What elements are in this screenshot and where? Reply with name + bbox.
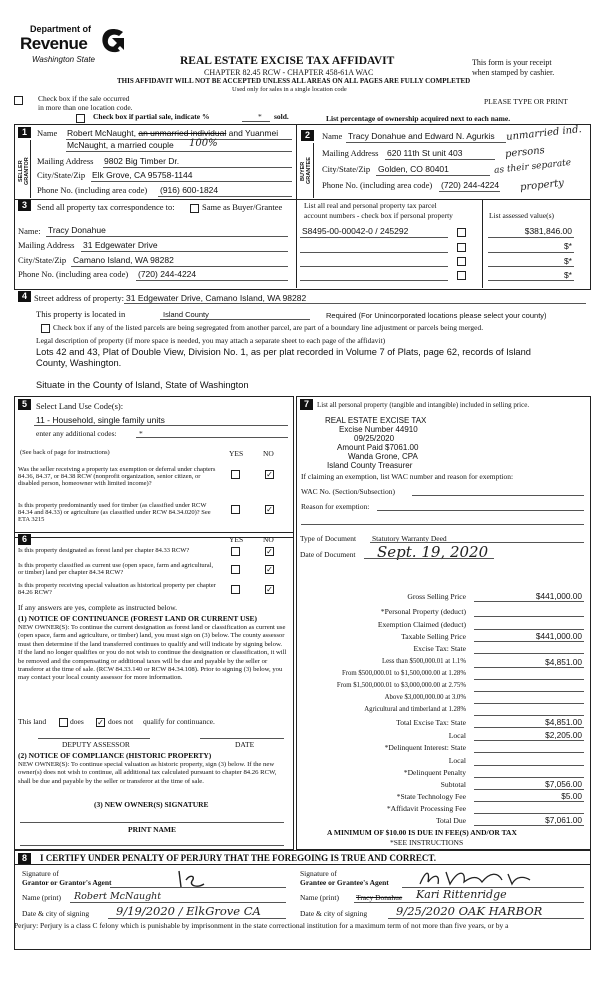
additional-codes-value[interactable]: * [139, 429, 143, 438]
corr-name-label: Name: [18, 226, 41, 236]
seller-name-struck: an unmarried individual [138, 128, 227, 138]
segregated-checkbox[interactable] [41, 324, 50, 333]
additional-codes-label: enter any additional codes: [36, 429, 117, 438]
parcel-personal-checkbox-0[interactable] [457, 228, 466, 237]
s6-q2-yes[interactable] [231, 565, 240, 574]
tax-row-label: Exemption Claimed (deduct) [377, 620, 466, 629]
legal-label: Legal description of property (if more space is needed, you may attach a separate sheet to each page of the affidavit) [36, 336, 386, 345]
street-label: Street address of property: [34, 293, 124, 303]
section-1-number: 1 [18, 127, 31, 138]
minimum-note: A MINIMUM OF $10.00 IS DUE IN FEE(S) AND/OR TAX [327, 828, 517, 837]
grantee-agent-label: Grantee or Grantee's Agent [300, 878, 389, 887]
segregated-label: Check box if any of the listed parcels are being segregated from another parcel, are part of a boundary line adjustment or parcels being merged. [53, 323, 484, 332]
buyer-name-value: Tracy Donahue and Edward N. Agurkis [348, 131, 495, 141]
parcels-heading-2: account numbers - check box if personal property [304, 211, 453, 220]
grantor-name-value: Robert McNaught [74, 891, 162, 902]
s6-q3-yes[interactable] [231, 585, 240, 594]
see-instructions-note: *SEE INSTRUCTIONS [390, 838, 464, 847]
tax-row-label: *Delinquent Penalty [403, 768, 466, 777]
section-4-number: 4 [18, 291, 31, 302]
located-label: This property is located in [36, 309, 126, 319]
buyer-mailing-label: Mailing Address [322, 148, 379, 158]
required-note: Required (For Unincorporated locations please select your county) [326, 311, 547, 320]
corr-phone-label: Phone No. (including area code) [18, 269, 129, 279]
grantor-date-label: Date & city of signing [22, 909, 90, 918]
s5-question-1: Was the seller receiving a property tax exemption or deferral under chapters 84.36, 84.37, or 84.38 RCW (nonprofit organization, senior citizen, or disabled person, homeowner with limited income)? [18, 466, 216, 488]
street-value: 31 Edgewater Drive, Camano Island, WA 98282 [126, 293, 307, 303]
dor-swoosh-icon [99, 26, 127, 56]
seller-city-label: City/State/Zip [37, 170, 86, 180]
buyer-hand-1: unmarried ind. [505, 124, 583, 143]
parcel-personal-checkbox-2[interactable] [457, 257, 466, 266]
s5-q1-no-checked[interactable]: ✓ [266, 470, 273, 479]
perjury-text: Perjury: Perjury is a class C felony which is punishable by imprisonment in the state correctional institution for a maximum term of not more than five years, or by a [14, 921, 509, 930]
tax-row-value: $7,056.00 [545, 779, 582, 789]
s6-yes-header: YES [229, 535, 244, 544]
s6-q2-no-checked[interactable]: ✓ [266, 565, 273, 574]
land-use-label: Select Land Use Code(s): [36, 401, 124, 411]
stamp-line-4: Amount Paid $7061.00 [337, 443, 419, 452]
does-qualify-checkbox[interactable] [59, 718, 68, 727]
buyer-side-label: BUYER GRANTEE [300, 157, 312, 185]
s5-yes-header: YES [229, 449, 244, 458]
reason-label: Reason for exemption: [301, 502, 370, 511]
corr-mailing-value: 31 Edgewater Drive [83, 240, 158, 250]
form-chapter: CHAPTER 82.45 RCW - CHAPTER 458-61A WAC [204, 68, 374, 77]
grantor-sig-label: Signature of [22, 869, 59, 878]
same-as-buyer-label: Same as Buyer/Grantee [202, 202, 283, 212]
tax-row-label: Total Excise Tax: State [396, 718, 466, 727]
s6-q1-no-checked[interactable]: ✓ [266, 547, 273, 556]
seller-side-label: SELLER GRANTOR [18, 157, 30, 185]
type-print-note: PLEASE TYPE OR PRINT [484, 97, 568, 106]
seller-name-label: Name [37, 128, 58, 138]
land-use-value: 11 - Household, single family units [36, 415, 165, 425]
stamp-line-1: REAL ESTATE EXCISE TAX [325, 416, 427, 425]
print-name-label: PRINT NAME [128, 825, 176, 834]
seller-city-value: Elk Grove, CA 95758-1144 [92, 170, 193, 180]
s6-q1-yes[interactable] [231, 547, 240, 556]
tax-row-label: From $500,000.01 to $1,500,000.00 at 1.28% [341, 670, 466, 677]
dept-line3: Washington State [32, 55, 96, 64]
tax-row-label: Less than $500,000.01 at 1.1% [381, 658, 466, 665]
legal-line-1: Lots 42 and 43, Plat of Double View, Division No. 1, as per plat recorded in Volume 7 of Plats, page 62, records of Island [36, 347, 531, 357]
form-title: REAL ESTATE EXCISE TAX AFFIDAVIT [180, 55, 395, 67]
section-7-number: 7 [300, 399, 313, 410]
s5-q1-yes[interactable] [231, 470, 240, 479]
tax-row-value: $7,061.00 [545, 815, 582, 825]
buyer-hand-3: as their separate [493, 157, 572, 177]
partial-sale-checkbox[interactable] [76, 114, 85, 123]
qualify-label: qualify for continuance. [143, 717, 215, 726]
buyer-phone-value: (720) 244-4224 [441, 180, 500, 190]
does-not-qualify-checkbox-checked[interactable]: ✓ [97, 718, 104, 727]
corr-name-value: Tracy Donahue [48, 225, 106, 235]
doc-date-value: Sept. 19, 2020 [377, 543, 489, 561]
certify-statement: I CERTIFY UNDER PENALTY OF PERJURY THAT THE FOREGOING IS TRUE AND CORRECT. [40, 853, 437, 863]
tax-row-label: Subtotal [440, 780, 466, 789]
doc-type-value: Statutory Warranty Deed [372, 534, 447, 543]
partial-sale-blank[interactable]: * [258, 112, 262, 121]
buyer-mailing-value: 620 11th St unit 403 [387, 148, 463, 158]
grantee-sig-label: Signature of [300, 869, 337, 878]
wac-label: WAC No. (Section/Subsection) [301, 487, 395, 496]
s6-no-header: NO [263, 535, 274, 544]
doc-type-label: Type of Document [300, 534, 357, 543]
tax-row-label: Total Due [435, 816, 466, 825]
corr-mailing-label: Mailing Address [18, 240, 75, 250]
buyer-name-label: Name [322, 131, 343, 141]
tax-row-label: *Personal Property (deduct) [380, 607, 466, 616]
this-land-label: This land [18, 717, 47, 726]
tax-row-value: $441,000.00 [535, 591, 582, 601]
partial-sale-sold: sold. [274, 112, 289, 121]
notice1-title: (1) NOTICE OF CONTINUANCE (FOREST LAND OR CURRENT USE) [18, 614, 258, 623]
dept-line2: Revenue [20, 34, 88, 53]
s6-question-3: Is this property receiving special valuation as historical property per chapter 84.26 RCW? [18, 582, 216, 597]
form-warning: THIS AFFIDAVIT WILL NOT BE ACCEPTED UNLESS ALL AREAS ON ALL PAGES ARE FULLY COMPLETED [117, 77, 471, 85]
parcel-row-0: S8495-00-00042-0 / 245292 [302, 226, 409, 236]
legal-line-3: Situate in the County of Island, State of Washington [36, 380, 249, 390]
s5-question-2: Is this property predominantly used for timber (as classified under RCW 84.34 and 84.33) or agriculture (as classified under RCW 84.34.020)? See ETA 3215 [18, 502, 211, 524]
personal-property-heading: List all personal property (tangible and intangible) included in selling price. [317, 401, 530, 409]
section-6-number: 6 [18, 534, 31, 545]
seller-mailing-label: Mailing Address [37, 156, 94, 166]
section-3-number: 3 [18, 200, 31, 211]
stamp-line-3: 09/25/2020 [354, 434, 395, 443]
tax-row-value: $2,205.00 [545, 730, 582, 740]
s6-question-2: Is this property classified as current use (open space, farm and agricultural, or timber) land per chapter 84.34 RCW? [18, 562, 214, 577]
tax-row-label: Local [448, 731, 466, 740]
exemption-note: If claiming an exemption, list WAC number and reason for exemption: [301, 472, 514, 481]
tax-row-label: *State Technology Fee [396, 792, 466, 801]
s6-q3-no-checked[interactable]: ✓ [266, 585, 273, 594]
see-back-note: (See back of page for instructions) [20, 449, 110, 456]
seller-name-value: Robert McNaught, [67, 128, 136, 138]
if-yes-note: If any answers are yes, complete as instructed below. [18, 603, 178, 612]
section-5-number: 5 [18, 399, 31, 410]
seller-name-value2: and Yuanmei [228, 128, 279, 138]
s6-question-1: Is this property designated as forest land per chapter 84.33 RCW? [18, 547, 190, 554]
tax-row-value: $5.00 [561, 791, 582, 801]
notice1-body: NEW OWNER(S): To continue the current designation as forest land or classification as current use (open space, farm and agriculture, or timber) land, you must sign on (3) below. The county assessor must then determine if the land transferred continues to qualify and will indicate by signing below. If the land no longer qualifies or you do not wish to continue the designation or classification, it will be removed and the compensating or additional taxes will be due and payable by the seller or transferor at the time of sale. (RCW 84.33.140 or RCW 84.34.108). Prior to signing (3) below, you may contact your local county assessor for more information. [18, 624, 287, 682]
buyer-phone-label: Phone No. (including area code) [322, 180, 433, 190]
grantee-name-label: Name (print) [300, 893, 339, 902]
doc-date-label: Date of Document [300, 550, 356, 559]
parcels-heading-1: List all real and personal property tax parcel [304, 201, 437, 210]
multi-location-checkbox[interactable] [14, 96, 23, 105]
tax-row-label: Agricultural and timberland at 1.28% [364, 706, 466, 713]
buyer-hand-4: property [519, 177, 565, 194]
grantor-agent-label: Grantor or Grantor's Agent [22, 878, 112, 887]
notice2-body: NEW OWNER(S): To continue special valuation as historic property, sign (3) below. If the new owner(s) does not wish to continue, all additional tax calculated pursuant to chapter 84.26 RCW, shall be due and payable by the seller or transferor at the time of sale. [18, 761, 277, 785]
legal-line-2: County, Washington. [36, 358, 122, 368]
grantee-date-label: Date & city of signing [300, 909, 368, 918]
does-not-label: does not [108, 717, 134, 726]
parcel-personal-checkbox-3[interactable] [457, 271, 466, 280]
tax-row-value: $4,851.00 [545, 717, 582, 727]
receipt-note-1: This form is your receipt [472, 58, 552, 67]
date-label: DATE [235, 740, 255, 749]
s5-no-header: NO [263, 449, 274, 458]
seller-ownership-hand: 100% [189, 138, 218, 149]
located-value: Island County [163, 310, 209, 319]
receipt-note-2: when stamped by cashier. [472, 68, 555, 77]
section-2-number: 2 [301, 130, 314, 141]
notice2-title: (2) NOTICE OF COMPLIANCE (HISTORIC PROPERTY) [18, 751, 212, 760]
tax-row-label: Taxable Selling Price [401, 632, 466, 641]
tax-row-label: Excise Tax: State [413, 644, 466, 653]
tax-row-label: From $1,500,000.01 to $3,000,000.00 at 2.75% [336, 682, 466, 689]
seller-mailing-value: 9802 Big Timber Dr. [104, 156, 180, 166]
partial-sale-label: Check box if partial sale, indicate % [93, 112, 210, 121]
assessed-value-2: $* [563, 256, 572, 266]
tax-row-label: Gross Selling Price [407, 592, 466, 601]
corr-phone-value: (720) 244-4224 [138, 269, 197, 279]
does-label: does [70, 717, 84, 726]
buyer-hand-2: persons [504, 144, 546, 161]
tax-row-value: $441,000.00 [535, 631, 582, 641]
deputy-assessor-label: DEPUTY ASSESSOR [62, 740, 130, 749]
assessed-value-3: $* [563, 270, 572, 280]
tax-row-label: Local [448, 756, 466, 765]
same-as-buyer-checkbox[interactable] [190, 204, 199, 213]
seller-phone-label: Phone No. (including area code) [37, 185, 148, 195]
seller-name [67, 128, 278, 138]
stamp-line-6: Island County Treasurer [327, 461, 413, 470]
grantee-name-hand: Kari Rittenridge [416, 888, 507, 901]
parcel-personal-checkbox-1[interactable] [457, 243, 466, 252]
tax-row-label: *Delinquent Interest: State [384, 743, 466, 752]
tax-row-label: *Affidavit Processing Fee [386, 804, 466, 813]
perjury-note [14, 921, 508, 930]
grantor-name-label: Name (print) [22, 893, 61, 902]
corr-city-label: City/State/Zip [18, 255, 67, 265]
seller-name-line2: McNaught, a married couple [67, 140, 174, 150]
section-8-number: 8 [18, 853, 31, 864]
stamp-line-5: Wanda Grone, CPA [348, 452, 418, 461]
tax-row-value: $4,851.00 [545, 657, 582, 667]
buyer-city-value: Golden, CO 80401 [378, 164, 449, 174]
correspondence-heading: Send all property tax correspondence to: [37, 202, 175, 212]
new-owner-sig-label: (3) NEW OWNER(S) SIGNATURE [94, 800, 209, 809]
multi-location-label-1: Check box if the sale occurred [38, 94, 130, 103]
single-location-note: Used only for sales in a single location code [232, 86, 347, 93]
buyer-city-label: City/State/Zip [322, 164, 371, 174]
ownership-pct-note: List percentage of ownership acquired next to each name. [326, 114, 511, 123]
stamp-line-2: Excise Number 44910 [339, 425, 418, 434]
multi-location-label-2: in more than one location code. [38, 103, 133, 112]
seller-phone-value: (916) 600-1824 [160, 185, 219, 195]
dept-line1: Department of [30, 24, 92, 34]
corr-city-value: Camano Island, WA 98282 [73, 255, 174, 265]
assessed-label: List assessed value(s) [489, 211, 554, 220]
s5-q2-no-checked[interactable]: ✓ [266, 505, 273, 514]
tax-row-label: Above $3,000,000.00 at 3.0% [384, 694, 466, 701]
grantor-date-city: 9/19/2020 / ElkGrove CA [116, 904, 261, 918]
grantee-name-struck: Tracy Donahue [356, 893, 403, 902]
assessed-value-1: $* [563, 241, 572, 251]
grantee-date-city: 9/25/2020 OAK HARBOR [396, 904, 543, 918]
assessed-value-0: $381,846.00 [524, 226, 572, 236]
s5-q2-yes[interactable] [231, 505, 240, 514]
